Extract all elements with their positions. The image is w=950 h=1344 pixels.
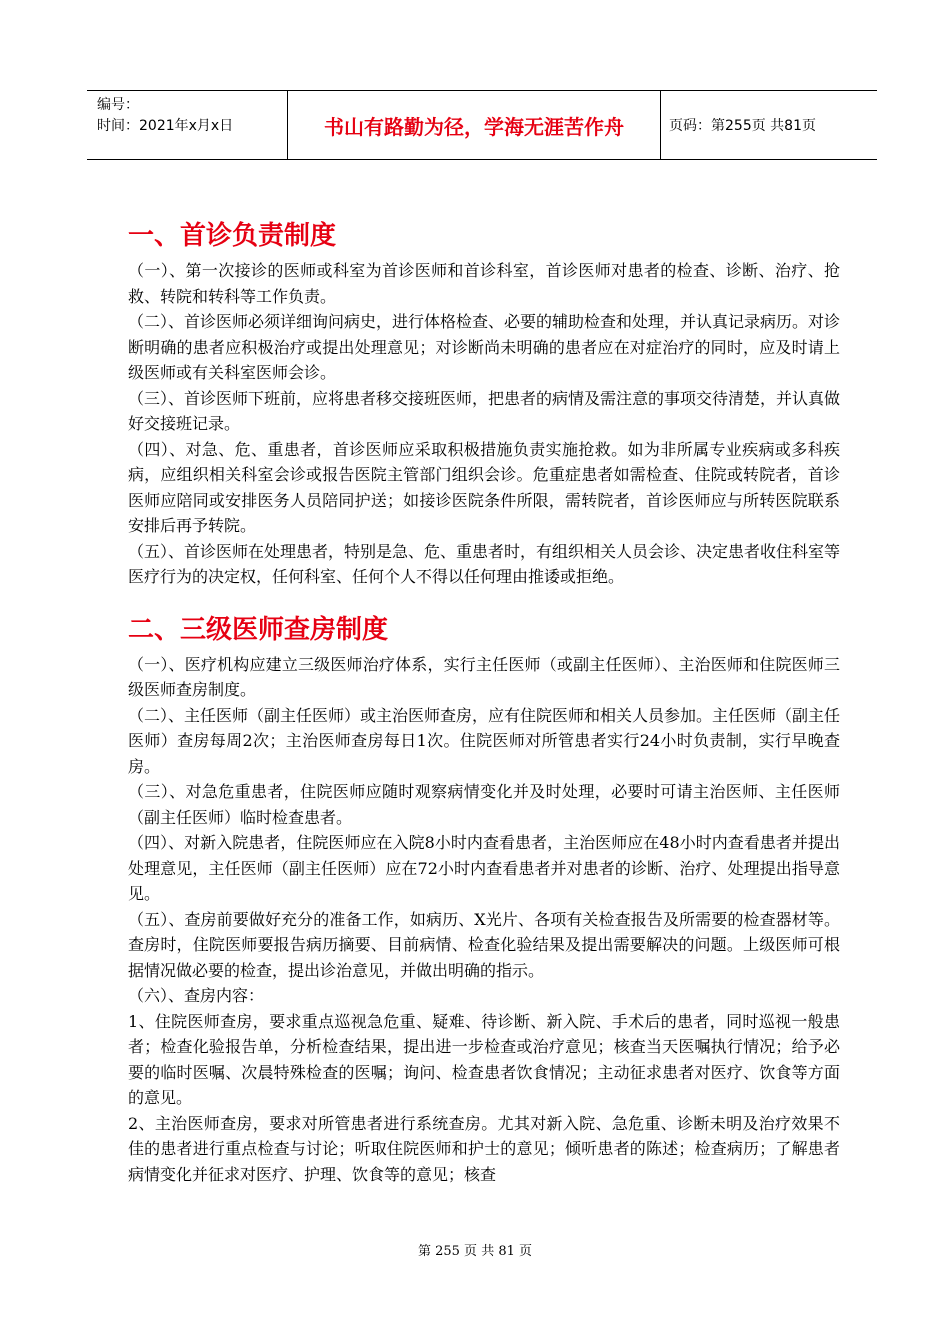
- paragraph: （三）、对急危重患者，住院医师应随时观察病情变化并及时处理，必要时可请主治医师、主任医师（副主任医师）临时检查患者。: [128, 782, 840, 827]
- document-number-label: 编号：: [97, 97, 139, 113]
- document-body: [128, 214, 840, 1187]
- paragraph: （五）、查房前要做好充分的准备工作，如病历、X光片、各项有关检查报告及所需要的检查器材等。查房时，住院医师要报告病历摘要、目前病情、检查化验结果及提出需要解决的问题。上级医师可根据情况做必要的检查，提出诊治意见，并做出明确的指示。: [128, 909, 840, 980]
- paragraph: 1、住院医师查房，要求重点巡视急危重、疑难、待诊断、新入院、手术后的患者，同时巡视一般患者；检查化验报告单，分析检查结果，提出进一步检查或治疗意见；核查当天医嘱执行情况；给予必要的临时医嘱、次晨特殊检查的医嘱；询问、检查患者饮食情况；主动征求患者对医疗、饮食等方面的意见。: [128, 1011, 840, 1107]
- page-footer: [0, 1240, 950, 1259]
- paragraph: （四）、对新入院患者，住院医师应在入院8小时内查看患者，主治医师应在48小时内查看患者并提出处理意见，主任医师（副主任医师）应在72小时内查看患者并对患者的诊断、治疗、处理提出指导意见。: [128, 833, 840, 903]
- paragraph: （六）、查房内容：: [128, 986, 265, 1005]
- section-title: 一、首诊负责制度: [128, 221, 337, 251]
- paragraph: （四）、对急、危、重患者，首诊医师应采取积极措施负责实施抢救。如为非所属专业疾病或多科疾病，应组织相关科室会诊或报告医院主管部门组织会诊。危重症患者如需检查、住院或转院者，首诊医师应陪同或安排医务人员陪同护送；如接诊医院条件所限，需转院者，首诊医师应与所转医院联系安排后再予转院。: [128, 439, 840, 535]
- paragraph: （二）、主任医师（副主任医师）或主治医师查房，应有住院医师和相关人员参加。主任医师（副主任医师）查房每周2次；主治医师查房每日1次。住院医师对所管患者实行24小时负责制，实行早晚查房。: [128, 705, 841, 776]
- footer-page-number: 第 255 页 共 81 页: [417, 1244, 533, 1259]
- header-page-label: 页码：第255页 共81页: [669, 118, 816, 134]
- document-header: [87, 90, 877, 160]
- document-time-label: 时间：2021年x月x日: [97, 118, 234, 134]
- paragraph: （二）、首诊医师必须详细询问病史，进行体格检查、必要的辅助检查和处理，并认真记录病历。对诊断明确的患者应积极治疗或提出处理意见；对诊断尚未明确的患者应在对症治疗的同时，应及时请上级医师或有关科室医师会诊。: [128, 312, 841, 382]
- paragraph: （三）、首诊医师下班前，应将患者移交接班医师，把患者的病情及需注意的事项交待清楚，并认真做好交接班记录。: [128, 388, 841, 433]
- header-motto: 书山有路勤为径，学海无涯苦作舟: [288, 91, 661, 159]
- paragraph: （一）、第一次接诊的医师或科室为首诊医师和首诊科室，首诊医师对患者的检查、诊断、治疗、抢救、转院和转科等工作负责。: [128, 261, 840, 306]
- section-title: 二、三级医师查房制度: [128, 614, 389, 645]
- header-meta-cell: [87, 91, 288, 159]
- paragraph: （五）、首诊医师在处理患者，特别是急、危、重患者时，有组织相关人员会诊、决定患者收住科室等医疗行为的决定权，任何科室、任何个人不得以任何理由推诿或拒绝。: [128, 541, 841, 586]
- paragraph: 2、主治医师查房，要求对所管患者进行系统查房。尤其对新入院、急危重、诊断未明及治疗效果不佳的患者进行重点检查与讨论；听取住院医师和护士的意见；倾听患者的陈述；检查病历；了解患者病情变化并征求对医疗、护理、饮食等的意见；核查: [128, 1113, 840, 1184]
- paragraph: （一）、医疗机构应建立三级医师治疗体系，实行主任医师（或副主任医师）、主治医师和住院医师三级医师查房制度。: [128, 654, 840, 699]
